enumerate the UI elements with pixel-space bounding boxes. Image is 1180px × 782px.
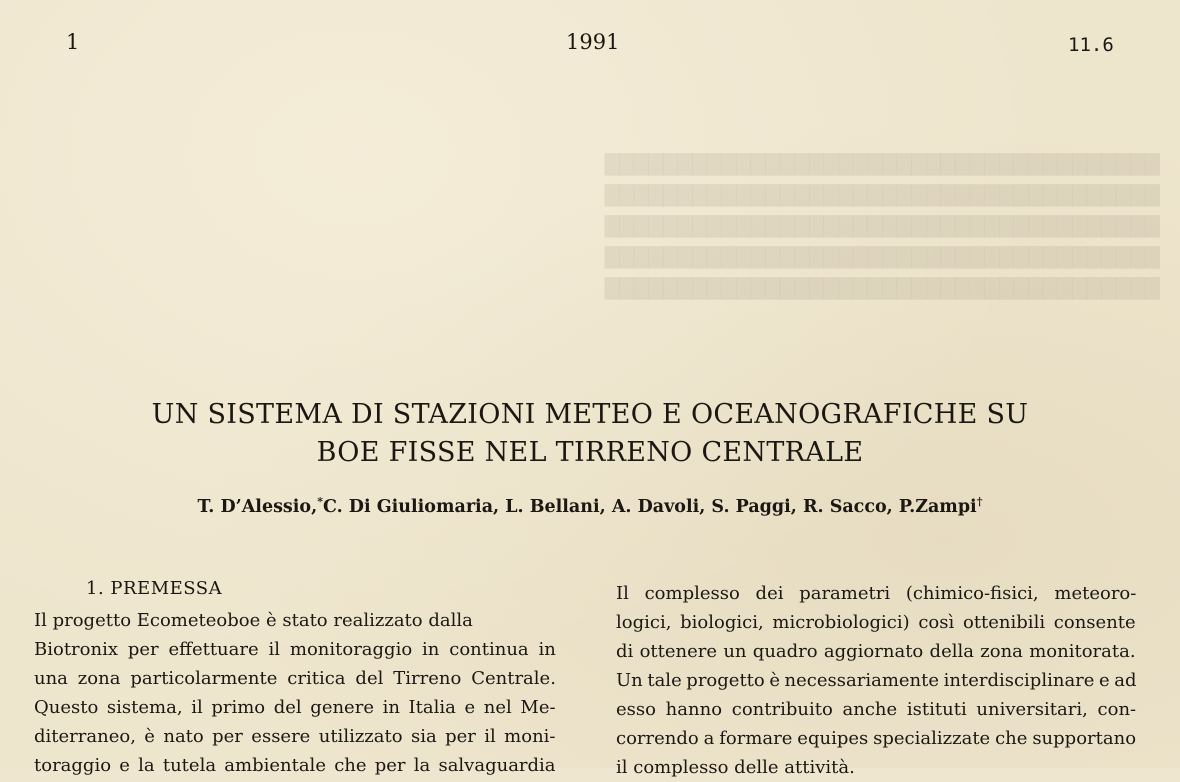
- body-line: Un tale progetto è necessariamente interdisciplinare e ad: [616, 670, 1136, 691]
- footnote-mark-dagger: †: [976, 495, 983, 508]
- body-line: il complesso delle attività.: [616, 757, 855, 778]
- body-line: correndo a formare equipes specializzate che supportano: [616, 728, 1136, 749]
- body-line: esso hanno contribuito anche istituti universitari, con-: [616, 699, 1136, 720]
- body-line: logici, biologici, microbiologici) così ottenibili consente: [616, 612, 1136, 633]
- right-column: [616, 579, 1136, 782]
- page-number-left: 1: [66, 30, 80, 54]
- section-heading: 1. PREMESSA: [86, 578, 223, 599]
- body-line: Biotronix per effettuare il monitoraggio in continua in: [34, 639, 556, 660]
- body-line: Il complesso dei parametri (chimico-fisici, meteoro-: [616, 583, 1136, 604]
- body-line: toraggio e la tutela ambientale che per la salvaguardia: [34, 755, 556, 776]
- paper-title-line1: UN SISTEMA DI STAZIONI METEO E OCEANOGRAFICHE SU: [151, 399, 1029, 430]
- page-number-right: 11.6: [1068, 34, 1114, 56]
- body-line: una zona particolarmente critica del Tirreno Centrale.: [34, 668, 556, 689]
- author-others: C. Di Giuliomaria, L. Bellani, A. Davoli, S. Paggi, R. Sacco, P.Zampi: [322, 496, 977, 517]
- show-through-right: ██████████████████████████████████████ ██████████████████████████████████████ ██████████████████████████████████████ ██████████████████████████████████████ ██████████████████████████████████████: [604, 154, 1160, 300]
- author-list: [0, 495, 1180, 517]
- author-first: T. D’Alessio,: [197, 496, 318, 517]
- left-column: [34, 606, 556, 780]
- paper-title-line2: BOE FISSE NEL TIRRENO CENTRALE: [316, 437, 864, 468]
- body-line: di ottenere un quadro aggiornato della zona monitorata.: [616, 641, 1136, 662]
- body-line: diterraneo, è nato per essere utilizzato sia per il moni-: [34, 726, 556, 747]
- header-year: 1991: [566, 30, 620, 54]
- body-line: Questo sistema, il primo del genere in Italia e nel Me-: [34, 697, 556, 718]
- footnote-mark-asterisk: *: [317, 495, 323, 508]
- body-line: Il progetto Ecometeoboe è stato realizzato dalla: [34, 610, 473, 631]
